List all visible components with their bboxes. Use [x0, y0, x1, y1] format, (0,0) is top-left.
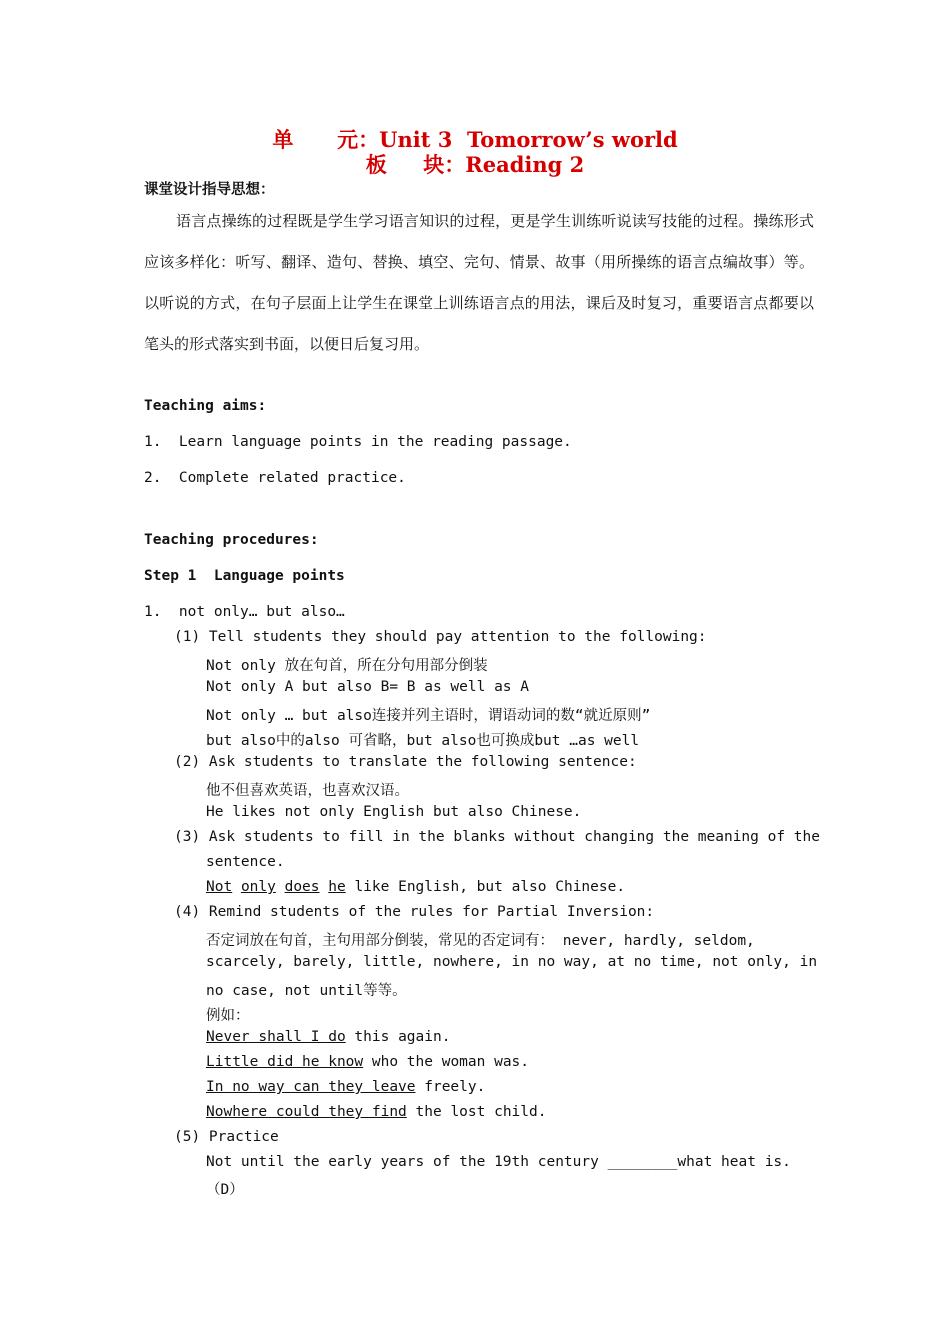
answer-blank: only [240, 879, 276, 895]
example-sentence [206, 1104, 546, 1120]
sub-point-3-answer [206, 879, 625, 895]
example-rest: this again. [345, 1029, 451, 1045]
practice-question: Not until the early years of the 19th century ________what heat is. [206, 1154, 791, 1170]
sub-point-1-label: (1) Tell students they should pay attention to the following: [174, 629, 707, 645]
sub-point-3-continuation: sentence. [206, 854, 285, 870]
sub-point-1-line: Not only A but also B= B as well as A [206, 679, 530, 695]
sub-point-5-label: (5) Practice [174, 1129, 279, 1145]
sub-point-4-line: 例如： [206, 1008, 250, 1024]
example-inverted-part: Never shall I do [206, 1029, 346, 1045]
sub-point-4-line: no case, not until等等。 [206, 983, 407, 999]
example-rest: who the woman was. [363, 1054, 530, 1070]
sub-point-2-label: (2) Ask students to translate the following sentence: [174, 754, 637, 770]
example-inverted-part: Nowhere could they find [206, 1104, 407, 1120]
answer-rest: like English, but also Chinese. [345, 879, 626, 895]
procedures-heading: Teaching procedures: [144, 532, 319, 548]
sub-point-4-label: (4) Remind students of the rules for Partial Inversion: [174, 904, 655, 920]
module-title: 板 块：Reading 2 [365, 152, 585, 177]
sub-point-4-line: 否定词放在句首，主句用部分倒装，常见的否定词有： never, hardly, seldom, [206, 933, 755, 949]
example-inverted-part: Little did he know [206, 1054, 364, 1070]
sub-point-1-line: Not only … but also连接并列主语时，谓语动词的数“就近原则” [206, 708, 651, 724]
aim-item-1: 1. Learn language points in the reading passage. [144, 434, 572, 450]
sub-point-2-line: 他不但喜欢英语，也喜欢汉语。 [206, 783, 409, 799]
answer-blank: Not [206, 879, 233, 895]
point-1: 1. not only… but also… [144, 604, 345, 620]
example-sentence [206, 1054, 529, 1070]
practice-answer: （D） [206, 1182, 244, 1198]
example-sentence [206, 1079, 485, 1095]
step-heading: Step 1 Language points [144, 568, 345, 584]
guide-paragraph: 语言点操练的过程既是学生学习语言知识的过程，更是学生训练听说读写技能的过程。操练形式应该多样化：听写、翻译、造句、替换、填空、完句、情景、故事（用所操练的语言点编故事）等。以听说的方式，在句子层面上让学生在课堂上训练语言点的用法，课后及时复习，重要语言点都要以笔头的形式落实到书面，以便日后复习用。 [144, 212, 814, 353]
sub-point-1-line: but also中的also 可省略，but also也可换成but …as well [206, 733, 640, 749]
guide-heading: 课堂设计指导思想： [144, 182, 275, 198]
unit-title: 单 元：Unit 3 Tomorrow’s world [272, 127, 678, 152]
example-sentence [206, 1029, 450, 1045]
sub-point-2-line: He likes not only English but also Chinese. [206, 804, 582, 820]
example-inverted-part: In no way can they leave [206, 1079, 416, 1095]
aims-heading: Teaching aims: [144, 398, 267, 414]
example-rest: the lost child. [406, 1104, 547, 1120]
sub-point-1-line: Not only 放在句首，所在分句用部分倒装 [206, 658, 488, 674]
aim-item-2: 2. Complete related practice. [144, 470, 406, 486]
sub-point-3-label: (3) Ask students to fill in the blanks without changing the meaning of the [174, 829, 821, 845]
example-rest: freely. [415, 1079, 486, 1095]
answer-blank: does [284, 879, 320, 895]
sub-point-4-line: scarcely, barely, little, nowhere, in no way, at no time, not only, in [206, 954, 818, 970]
answer-blank: he [328, 879, 346, 895]
